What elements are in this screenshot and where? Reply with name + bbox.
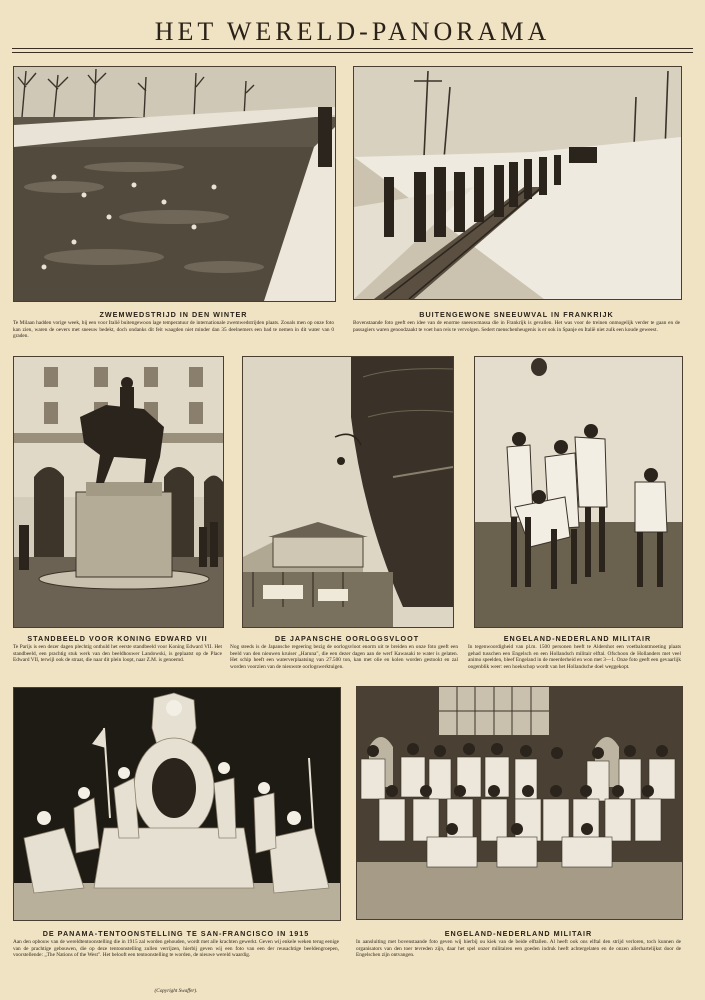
photo-team-group (356, 686, 683, 920)
caption-title-team: ENGELAND-NEDERLAND MILITAIR (444, 929, 593, 938)
caption-title-snow: BUITENGEWONE SNEEUWVAL IN FRANKRIJK (419, 310, 614, 319)
photo-winter-swim (13, 66, 336, 302)
caption-title-statue: STANDBEELD VOOR KONING EDWARD VII (27, 634, 208, 643)
masthead-title: HET WERELD-PANORAMA (154, 17, 551, 46)
photo-statue-edward (13, 356, 224, 628)
photo-japanese-warship (242, 356, 454, 628)
caption-title-swim: ZWEMWEDSTRIJD IN DEN WINTER (99, 310, 248, 319)
masthead-rule-bottom (12, 52, 693, 53)
caption-title-panama: DE PANAMA-TENTOONSTELLING TE SAN-FRANCISCO IN 1915 (42, 929, 310, 938)
caption-body-team: In aansluiting met bovenstaande foto geven wij hierbij ou kiek van de beide elftallen. Al heeft ook ons elftal den strijd verloren, toch kunnen de organisators van den toer tevreden zijn, daar het spel onzer militairen een goeden indruk heeft achtergelaten en de onzen allerhartelijkst door de Engelschen zijn ontvangen. (356, 939, 681, 959)
caption-title-fleet: DE JAPANSCHE OORLOGSVLOOT (274, 634, 420, 643)
photo-snowfall-france (353, 66, 682, 300)
masthead-rule-top (12, 48, 693, 49)
photo-football-match (474, 356, 683, 628)
photo-credit-panama: (Copyright Swaffer). (154, 988, 198, 994)
caption-body-fleet: Nog steeds is de Japansche regeering bezig de oorlogsvloot enorm uit te breiden en onze foto geeft een beeld van den nieuwen kruiser „Haruna", die een dezer dagen aan de werf Kawasaki te water is gelaten. Het schip heeft een waterverplaatsing van 27.500 ton, kan met olie en kolen worden gestookt en zal worden voorzien van de nieuwste oorlogswerktuigen. (230, 644, 458, 671)
caption-body-swim: Te Milaan hadden vorige week, bij een voor Italië buitengewoon lage temperatuur de internationale zwemwedstrijden plaats. Zooals men op onze foto kan zien, waren de oevers met sneeuw bedekt, doch ondanks dit feit waagden niet minder dan 35 deelnemers een bad te nemen in dit water van 0 graden. (13, 320, 334, 340)
photo-panama-sculpture (13, 687, 341, 921)
caption-body-match: In tegenwoordigheid van pl.m. 1500 personen heeft te Aldershot een voetbalontmoeting plaats gehad tusschen een Engelsch en een Hollandsch militair elftal. Ofschoon de Hollanders met veel animo speelden, bleef Engeland in de meerderheid en won met 3—1. Onze foto geeft een gevaarlijk oogenblik weer: een hoekschop wordt van het Hollandsche doel weggekopt. (468, 644, 681, 671)
caption-body-snow: Bovenstaande foto geeft een idee van de enorme sneeuwmassa die in Frankrijk is gevallen. Het was voor de treinen onmogelijk verder te gaan en de passagiers waren genoodzaakt te voet hun reis te vervolgen. Sedert menschenheugenis is er ook in Spanje en Italië niet zulk een koude geweest. (353, 320, 680, 333)
caption-body-statue: Te Parijs is een dezer dagen plechtig onthuld het eerste standbeeld voor Koning Edward VII. Het standbeeld, een prachtig stuk werk van den beeldhouwer Landowski, is geplaatst op de Place Edward VII, terwijl ook de straat, die naar dit plein loopt, naar Z.M. is genoemd. (13, 644, 222, 664)
caption-title-match: ENGELAND-NEDERLAND MILITAIR (503, 634, 652, 643)
caption-body-panama: Aan den opbouw van de wereldtentoonstelling die in 1915 zal worden gehouden, wordt met alle krachten gewerkt. Geven wij enkele weken terug eenige van de prachtige gebouwen, die op deze tentoonstelling zullen verrijzen, hierbij geven wij een foto van een der reusachtige beeldengroepen, voorstellende: „The Nations of the West". Het belooft een tentoonstelling te worden, de nieuwe wereld waardig. (13, 939, 339, 959)
